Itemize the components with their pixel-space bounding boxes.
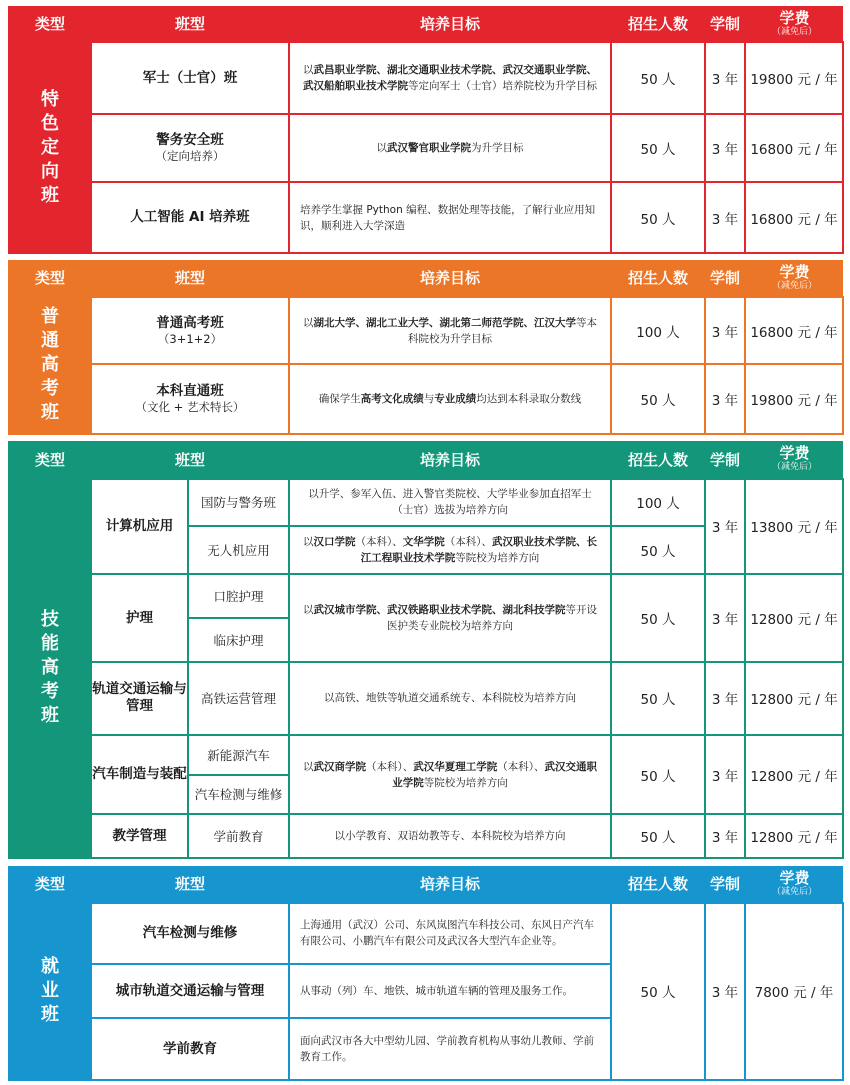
goal-text: 以 — [303, 604, 314, 617]
goal-cell — [289, 662, 611, 735]
goal-text-bold: 武汉华夏理工学院 — [413, 760, 498, 773]
header-fee-label: 学费 — [779, 262, 810, 281]
enroll-cell: 50 人 — [611, 814, 705, 858]
category-label: 特色定向班 — [41, 88, 59, 206]
goal-text: 等开设医护类专业院校为培养方向 — [387, 604, 598, 633]
header-class: 班型 — [91, 866, 289, 903]
header-fee-note: （减免后） — [771, 280, 817, 291]
table-row — [9, 735, 843, 775]
category-label: 普通高考班 — [41, 306, 59, 424]
class-cell — [91, 814, 188, 858]
section-skills-gaokao — [8, 441, 842, 859]
table-employment — [8, 866, 844, 1081]
goal-cell — [289, 574, 611, 662]
goal-text: 面向武汉市各大中型幼儿园、学前教育机构从事幼儿教师、学前教育工作。 — [300, 1035, 594, 1064]
goal-text-bold: 汉口学院 — [313, 536, 356, 549]
header-duration: 学制 — [705, 260, 745, 297]
header-row — [9, 866, 843, 903]
header-goal: 培养目标 — [289, 866, 611, 903]
goal-text: 与 — [423, 393, 435, 406]
goal-text-bold: 武汉职业技术学院、长江工程职业技术学院 — [360, 536, 598, 565]
header-row — [9, 260, 843, 297]
section-featured-directional — [8, 6, 842, 254]
fee-cell: 12800 元 / 年 — [745, 814, 843, 858]
goal-text: 上海通用（武汉）公司、东风岚图汽车科技公司、东风日产汽车有限公司、小鹏汽车有限公司及武汉各大型汽车企业等。 — [300, 919, 594, 948]
class-cell — [91, 662, 188, 735]
class-cell — [91, 903, 289, 965]
category-label: 就业班 — [41, 956, 59, 1026]
section-employment — [8, 866, 842, 1081]
fee-cell: 7800 元 / 年 — [745, 903, 843, 1081]
class-name: 城市轨道交通运输与管理 — [115, 982, 265, 999]
goal-text-bold: 文华学院 — [402, 536, 445, 549]
header-enroll: 招生人数 — [611, 6, 705, 42]
enroll-cell: 50 人 — [611, 735, 705, 814]
class-name: 警务安全班 — [156, 132, 224, 149]
table-row — [9, 662, 843, 735]
enroll-cell: 100 人 — [611, 297, 705, 365]
goal-text: 以 — [303, 760, 314, 773]
table-row — [9, 114, 843, 182]
sub-class-cell: 汽车检测与维修 — [188, 775, 289, 815]
goal-text: （本科）、 — [444, 536, 493, 549]
goal-cell — [289, 42, 611, 114]
goal-text: （本科）、 — [366, 760, 414, 773]
enroll-cell: 100 人 — [611, 479, 705, 527]
goal-text-bold: 武汉交通职业学院 — [392, 760, 598, 789]
class-name: 汽车制造与装配 — [92, 766, 187, 783]
class-cell — [91, 735, 188, 814]
class-name: 本科直通班 — [156, 383, 224, 400]
table-skills — [8, 441, 844, 859]
enroll-cell: 50 人 — [611, 182, 705, 253]
enroll-cell: 50 人 — [611, 574, 705, 662]
duration-cell: 3 年 — [705, 479, 745, 575]
goal-text: 从事动（列）车、地铁、城市轨道车辆的管理及服务工作。 — [300, 985, 573, 998]
goal-cell — [289, 114, 611, 182]
header-fee-note: （减免后） — [771, 26, 817, 37]
table-row — [9, 182, 843, 253]
header-fee — [745, 441, 843, 479]
duration-cell: 3 年 — [705, 182, 745, 253]
table-general — [8, 260, 844, 435]
duration-cell: 3 年 — [705, 574, 745, 662]
section-general-gaokao — [8, 260, 842, 435]
goal-text: 均达到本科录取分数线 — [476, 393, 582, 406]
goal-cell — [289, 297, 611, 365]
duration-cell: 3 年 — [705, 364, 745, 434]
header-class: 班型 — [91, 6, 289, 42]
class-subtitle: （3+1+2） — [157, 331, 223, 346]
sub-class-cell: 临床护理 — [188, 618, 289, 662]
header-goal: 培养目标 — [289, 6, 611, 42]
duration-cell: 3 年 — [705, 42, 745, 114]
class-name: 普通高考班 — [156, 314, 224, 331]
fee-cell: 16800 元 / 年 — [745, 114, 843, 182]
class-cell — [91, 964, 289, 1018]
header-fee-label: 学费 — [779, 444, 810, 463]
class-name: 汽车检测与维修 — [142, 924, 238, 941]
class-subtitle: （定向培养） — [155, 149, 225, 164]
goal-text: 以 — [376, 142, 387, 155]
class-name: 护理 — [126, 609, 153, 626]
enroll-cell: 50 人 — [611, 114, 705, 182]
sub-class-cell: 学前教育 — [188, 814, 289, 858]
class-cell — [91, 42, 289, 114]
header-fee-note: （减免后） — [771, 886, 817, 897]
table-row — [9, 903, 843, 965]
sub-class-cell: 新能源汽车 — [188, 735, 289, 775]
category-cell — [9, 297, 91, 434]
header-fee — [745, 866, 843, 903]
header-type: 类型 — [9, 866, 91, 903]
fee-cell: 12800 元 / 年 — [745, 574, 843, 662]
goal-text: 以升学、参军入伍、进入警官类院校、大学毕业参加直招军士（士官）选拔为培养方向 — [308, 488, 592, 517]
class-name: 计算机应用 — [105, 517, 174, 534]
category-cell — [9, 42, 91, 253]
header-duration: 学制 — [705, 441, 745, 479]
enroll-cell: 50 人 — [611, 526, 705, 574]
table-row — [9, 297, 843, 365]
header-row — [9, 6, 843, 42]
goal-text: 确保学生 — [318, 393, 361, 406]
enroll-cell: 50 人 — [611, 903, 705, 1081]
duration-cell: 3 年 — [705, 814, 745, 858]
fee-cell: 16800 元 / 年 — [745, 297, 843, 365]
class-name: 轨道交通运输与管理 — [92, 681, 187, 715]
sub-class-cell: 国防与警务班 — [188, 479, 289, 527]
header-row — [9, 441, 843, 479]
goal-text-bold: 武汉商学院 — [313, 760, 367, 773]
goal-cell — [289, 182, 611, 253]
goal-cell — [289, 364, 611, 434]
class-cell — [91, 182, 289, 253]
goal-text-bold: 武汉警官职业学院 — [387, 142, 471, 155]
table-row — [9, 364, 843, 434]
goal-text-bold: 高考文化成绩 — [360, 393, 424, 406]
duration-cell: 3 年 — [705, 903, 745, 1081]
table-row — [9, 42, 843, 114]
class-name: 军士（士官）班 — [142, 69, 238, 86]
category-cell — [9, 903, 91, 1081]
goal-cell — [289, 814, 611, 858]
header-goal: 培养目标 — [289, 441, 611, 479]
header-enroll: 招生人数 — [611, 441, 705, 479]
goal-text: 以 — [303, 536, 314, 549]
category-label: 技能高考班 — [41, 609, 59, 727]
header-enroll: 招生人数 — [611, 260, 705, 297]
goal-text: 等本科院校为升学目标 — [408, 316, 597, 345]
goal-text: （本科）、 — [355, 536, 403, 549]
class-cell — [91, 114, 289, 182]
goal-text: 等定向军士（士官）培养院校为升学目标 — [408, 80, 597, 93]
enroll-cell: 50 人 — [611, 662, 705, 735]
goal-text: （本科）、 — [497, 760, 545, 773]
goal-text-bold: 湖北大学、湖北工业大学、湖北第二师范学院、江汉大学 — [313, 316, 576, 329]
header-type: 类型 — [9, 260, 91, 297]
class-name: 人工智能 AI 培养班 — [130, 209, 250, 226]
class-cell — [91, 297, 289, 365]
header-goal: 培养目标 — [289, 260, 611, 297]
goal-text-bold: 专业成绩 — [434, 393, 477, 406]
sub-class-cell: 高铁运营管理 — [188, 662, 289, 735]
enroll-cell: 50 人 — [611, 42, 705, 114]
fee-cell: 13800 元 / 年 — [745, 479, 843, 575]
header-class: 班型 — [91, 441, 289, 479]
duration-cell: 3 年 — [705, 114, 745, 182]
class-cell — [91, 1018, 289, 1080]
header-duration: 学制 — [705, 866, 745, 903]
duration-cell: 3 年 — [705, 662, 745, 735]
class-cell — [91, 574, 188, 662]
header-fee-note: （减免后） — [772, 462, 818, 473]
fee-cell: 16800 元 / 年 — [745, 182, 843, 253]
sub-class-cell: 口腔护理 — [188, 574, 289, 618]
goal-cell — [289, 735, 611, 814]
fee-cell: 12800 元 / 年 — [745, 735, 843, 814]
header-duration: 学制 — [705, 6, 745, 42]
table-featured — [8, 6, 844, 254]
class-name: 教学管理 — [112, 827, 167, 844]
goal-cell — [289, 903, 611, 965]
goal-text: 等院校为培养方向 — [455, 552, 540, 565]
goal-text-bold: 武昌职业学院、湖北交通职业技术学院、武汉交通职业学院、武汉船舶职业技术学院 — [303, 64, 597, 93]
table-row — [9, 814, 843, 858]
header-type: 类型 — [9, 441, 91, 479]
duration-cell: 3 年 — [705, 297, 745, 365]
duration-cell: 3 年 — [705, 735, 745, 814]
header-fee — [745, 6, 843, 42]
fee-cell: 19800 元 / 年 — [745, 42, 843, 114]
goal-text: 以 — [303, 316, 314, 329]
fee-cell: 12800 元 / 年 — [745, 662, 843, 735]
goal-text-bold: 武汉城市学院、武汉铁路职业技术学院、湖北科技学院 — [313, 604, 566, 617]
goal-cell — [289, 1018, 611, 1080]
table-row — [9, 574, 843, 618]
goal-text: 以 — [303, 64, 314, 77]
goal-text: 以高铁、地铁等轨道交通系统专、本科院校为培养方向 — [324, 692, 577, 705]
goal-text: 等院校为培养方向 — [423, 776, 508, 789]
goal-text: 培养学生掌握 Python 编程、数据处理等技能，了解行业应用知识，顺利进入大学深造 — [300, 203, 596, 232]
enroll-cell: 50 人 — [611, 364, 705, 434]
goal-cell — [289, 479, 611, 527]
goal-text: 以小学教育、双语幼教等专、本科院校为培养方向 — [334, 830, 566, 843]
header-fee-label: 学费 — [779, 8, 810, 27]
sub-class-cell: 无人机应用 — [188, 526, 289, 574]
header-fee-label: 学费 — [779, 868, 810, 887]
category-cell — [9, 479, 91, 858]
class-cell — [91, 479, 188, 575]
class-subtitle: （文化 + 艺术特长） — [135, 400, 245, 415]
goal-cell — [289, 526, 611, 574]
class-name: 学前教育 — [163, 1040, 217, 1057]
class-cell — [91, 364, 289, 434]
header-type: 类型 — [9, 6, 91, 42]
header-fee — [745, 260, 843, 297]
table-row — [9, 479, 843, 527]
goal-cell — [289, 964, 611, 1018]
header-class: 班型 — [91, 260, 289, 297]
fee-cell: 19800 元 / 年 — [745, 364, 843, 434]
goal-text: 为升学目标 — [471, 142, 524, 155]
header-enroll: 招生人数 — [611, 866, 705, 903]
